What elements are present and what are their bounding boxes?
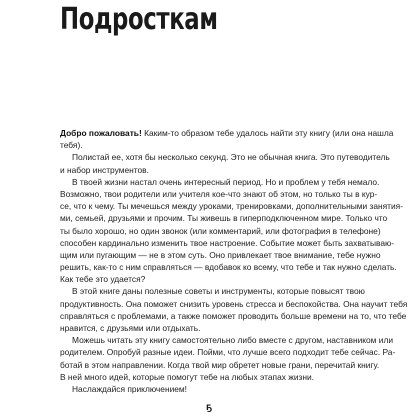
- paragraph-line: родителем. Опробуй разные идеи. Пойми, что лучше всего подходит тебе сейчас. Ра-: [60, 347, 396, 358]
- paragraph-line: В ней много идей, которые помогут тебе на любых этапах жизни.: [60, 371, 315, 382]
- body-text: [60, 127, 408, 395]
- welcome-heading: Добро пожаловать!: [60, 128, 142, 138]
- paragraph-line: Можешь читать эту книгу самостоятельно либо вместе с другом, наставником или: [72, 335, 394, 346]
- paragraph-line: справляться с проблемами, а также поможет проводить больше времени на то, что тебе: [60, 310, 407, 321]
- paragraph-line: способен кардинально изменить твое настроение. Событие может быть захватываю-: [60, 237, 395, 248]
- paragraph-line: щим или пугающим — не в этом суть. Оно привлекает твое внимание, тебе нужно: [60, 249, 381, 260]
- paragraph-line: продуктивность. Она поможет снизить уровень стресса и беспокойства. Она научит тебя: [60, 298, 408, 309]
- paragraph-line: се, что к чему. Ты мечешься между уроками, тренировками, дополнительными занятия-: [60, 201, 403, 212]
- paragraph-line: Возможно, твои родители или учителя кое-что знают об этом, но только ты в кур-: [60, 188, 378, 199]
- page-title: Подросткам: [60, 2, 218, 37]
- paragraph-line: ботай в этом направлении. Когда твой мир обретет новые грани, перечитай книгу.: [60, 359, 380, 370]
- paragraph-line: решить, как-то с ним справляться — вдобавок ко всему, что тебе и так нужно сделать.: [60, 262, 397, 273]
- paragraph-line: Как тебе это удается?: [60, 274, 146, 285]
- paragraph-line: В этой книге даны полезные советы и инструменты, которые повысят твою: [72, 286, 365, 297]
- paragraph-text: Каким-то образом тебе удалось найти эту книгу (или она нашла: [141, 128, 394, 138]
- paragraph-line: ты было хорошо, но один звонок (или комментарий, или фотография в телефоне): [60, 225, 381, 236]
- paragraph-line: нравится, с друзьями или отдыхать.: [60, 323, 201, 333]
- paragraph-line: и набор инструментов.: [60, 164, 149, 175]
- page-number: ҕ: [206, 402, 212, 413]
- paragraph-line: ми, семьей, друзьями и прочим. Ты живешь в гиперподключенном мире. Только что: [60, 213, 388, 224]
- paragraph-line: тебя).: [60, 140, 83, 151]
- paragraph-line: [60, 127, 394, 139]
- paragraph-line: Полистай ее, хотя бы несколько секунд. Это не обычная книга. Это путеводитель: [72, 152, 390, 163]
- paragraph-line: В твоей жизни настал очень интересный период. Но и проблем у тебя немало.: [72, 176, 380, 187]
- closing-line: Наслаждайся приключением!: [72, 383, 187, 394]
